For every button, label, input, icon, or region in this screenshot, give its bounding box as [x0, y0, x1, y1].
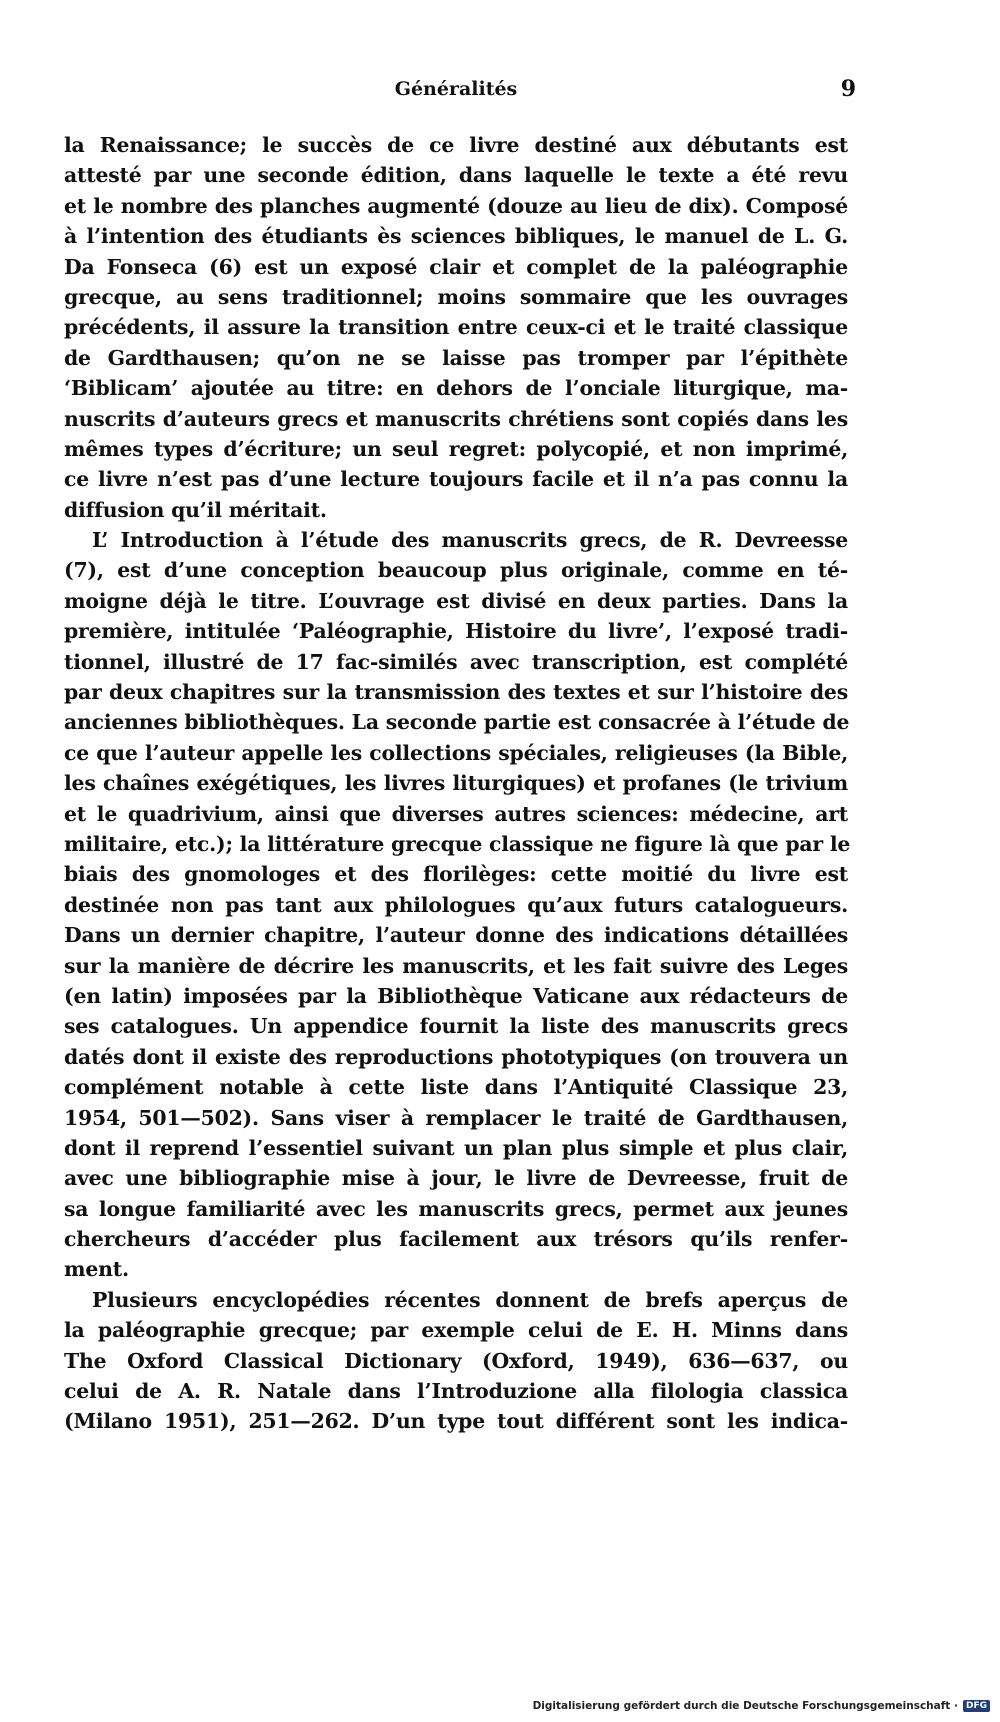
text-line: (7), est d’une conception beaucoup plus originale, comme en té- — [64, 558, 848, 583]
text-line: biais des gnomologes et des florilèges: cette moitié du livre est — [64, 862, 848, 887]
text-line: et le nombre des planches augmenté (douze au lieu de dix). Composé — [64, 193, 848, 218]
text-line: dont il reprend l’essentiel suivant un plan plus simple et plus clair, — [64, 1135, 848, 1160]
text-line: (Milano 1951), 251—262. D’un type tout différent sont les indica- — [64, 1409, 848, 1434]
text-line: 1954, 501—502). Sans viser à remplacer le traité de Gardthausen, — [64, 1105, 848, 1130]
text-line: ses catalogues. Un appendice fournit la liste des manuscrits grecs — [64, 1014, 848, 1039]
text-line: anciennes bibliothèques. La seconde partie est consacrée à l’étude de — [64, 710, 850, 735]
text-line: de Gardthausen; qu’on ne se laisse pas tromper par l’épithète — [64, 345, 848, 370]
digitization-credit — [533, 1700, 990, 1712]
text-line: les chaînes exégétiques, les livres liturgiques) et profanes (le trivium — [64, 771, 848, 796]
text-line: précédents, il assure la transition entre ceux-ci et le traité classique — [64, 315, 848, 340]
dfg-logo: DFG — [963, 1700, 990, 1712]
page-number: 9 — [840, 76, 856, 102]
text-line: sur la manière de décrire les manuscrits, et les fait suivre des Leges — [64, 953, 848, 978]
text-line: diffusion qu’il méritait. — [64, 497, 327, 522]
text-line: et le quadrivium, ainsi que diverses autres sciences: médecine, art — [64, 801, 848, 826]
text-line: Da Fonseca (6) est un exposé clair et complet de la paléographie — [64, 254, 848, 279]
text-line: tionnel, illustré de 17 fac-similés avec transcription, est complété — [64, 649, 848, 674]
text-line: militaire, etc.); la littérature grecque classique ne figure là que par le — [64, 831, 851, 856]
text-line: destinée non pas tant aux philologues qu’aux futurs catalogueurs. — [64, 892, 848, 917]
text-line: à l’intention des étudiants ès sciences bibliques, le manuel de L. G. — [64, 224, 848, 249]
text-line: attesté par une seconde édition, dans laquelle le texte a été revu — [64, 163, 848, 188]
text-line: datés dont il existe des reproductions phototypiques (on trouvera un — [64, 1044, 848, 1069]
text-line: celui de A. R. Natale dans l’Introduzione alla filologia classica — [64, 1379, 848, 1404]
text-line: par deux chapitres sur la transmission des textes et sur l’histoire des — [64, 680, 848, 705]
text-line: L’ Introduction à l’étude des manuscrits grecs, de R. Devreesse — [92, 528, 848, 553]
running-title: Généralités — [394, 78, 518, 100]
text-line: Plusieurs encyclopédies récentes donnent de brefs aperçus de — [92, 1287, 848, 1312]
text-line: la paléographie grecque; par exemple celui de E. H. Minns dans — [64, 1318, 848, 1343]
text-line: ment. — [64, 1257, 129, 1282]
text-line: la Renaissance; le succès de ce livre destiné aux débutants est — [64, 133, 848, 157]
text-line: ‘Biblicam’ ajoutée au titre: en dehors de l’onciale liturgique, ma- — [64, 376, 848, 401]
body-text — [64, 130, 851, 1437]
page-header — [64, 76, 856, 118]
text-line: sa longue familiarité avec les manuscrits grecs, permet aux jeunes — [64, 1196, 848, 1221]
text-line: Dans un dernier chapitre, l’auteur donne des indications détaillées — [64, 923, 848, 948]
text-line: avec une bibliographie mise à jour, le livre de Devreesse, fruit de — [64, 1166, 848, 1191]
credit-text: Digitalisierung gefördert durch die Deutsche Forschungsgemeinschaft · — [532, 1700, 958, 1712]
text-line: complément notable à cette liste dans l’Antiquité Classique 23, — [64, 1075, 848, 1100]
text-line: ce livre n’est pas d’une lecture toujours facile et il n’a pas connu la — [64, 467, 848, 492]
text-line: nuscrits d’auteurs grecs et manuscrits chrétiens sont copiés dans les — [64, 406, 848, 431]
text-line: grecque, au sens traditionnel; moins sommaire que les ouvrages — [64, 284, 848, 309]
text-line: première, intitulée ‘Paléographie, Histoire du livre’, l’exposé tradi- — [64, 619, 848, 644]
text-line: ce que l’auteur appelle les collections spéciales, religieuses (la Bible, — [64, 740, 848, 765]
text-line: chercheurs d’accéder plus facilement aux trésors qu’ils renfer- — [64, 1227, 848, 1252]
text-line: The Oxford Classical Dictionary (Oxford, 1949), 636—637, ou — [64, 1348, 848, 1373]
text-line: (en latin) imposées par la Bibliothèque Vaticane aux rédacteurs de — [64, 983, 848, 1008]
text-line: moigne déjà le titre. L’ouvrage est divisé en deux parties. Dans la — [64, 588, 848, 613]
text-line: mêmes types d’écriture; un seul regret: polycopié, et non imprimé, — [64, 436, 848, 461]
